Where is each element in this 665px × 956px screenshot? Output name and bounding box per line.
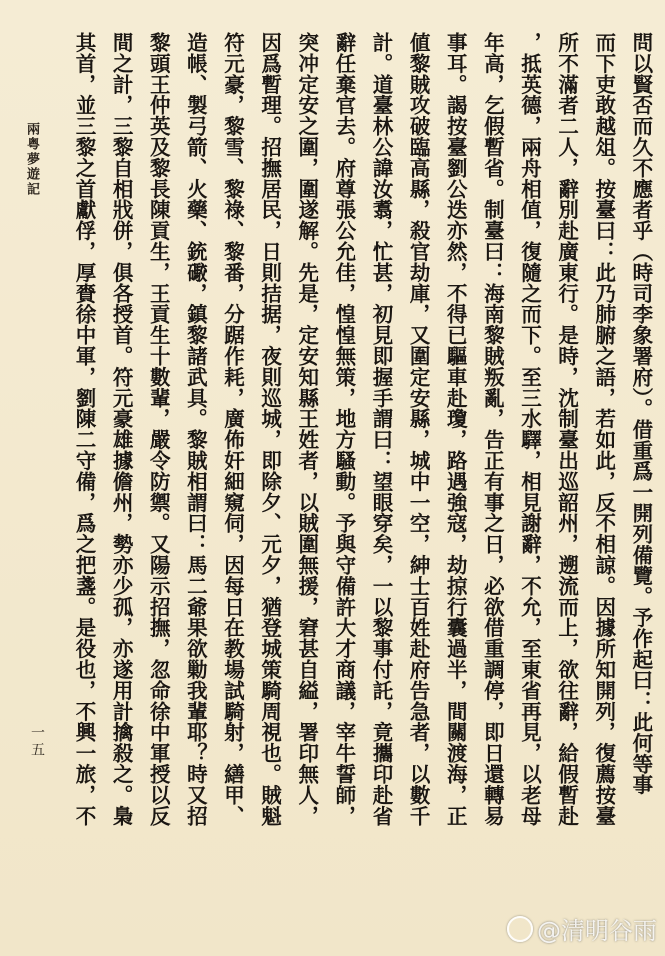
text-column: 事耳。謁按臺劉公迭亦然，不得已驅車赴瓊，路遇強寇，劫掠行囊過半，間關渡海，正 bbox=[443, 32, 468, 827]
text-column: ，抵英德，兩舟相值，復隨之而下。至三水驛，相見謝辭，不允，至東省再見，以老母 bbox=[517, 32, 542, 827]
text-column: 因爲暫理。招撫居民，日則拮据，夜則巡城，即除夕、元夕，猶登城策騎周視也。賊魁 bbox=[257, 32, 282, 827]
text-column: 年高，乞假暫省。制臺曰：海南黎賊叛亂，告正有事之日，必欲借重調停，即日還轉易 bbox=[480, 32, 505, 827]
text-column: 黎頭王仲英及黎長陳貢生，王貢生十數輩，嚴令防禦。又陽示招撫，忽命徐中軍授以反 bbox=[146, 32, 171, 827]
text-column: 所不滿者二人，辭別赴廣東行。是時，沈制臺出巡韶州，遡流而上，欲往辭，給假暫赴 bbox=[554, 32, 579, 827]
text-column: 其首，並三黎之首獻俘，厚賚徐中軍，劉陳二守備，爲之把盞。是役也，不興一旅，不 bbox=[72, 32, 96, 827]
text-column: 辭任棄官去。府尊張公允佳，惶惶無策，地方騷動。予與守備許大才商議，宰牛誓師， bbox=[331, 32, 356, 827]
text-column: 問以賢否而久不應者乎（時司李象署府）。借重爲一開列備覽。予作起曰：此何等事 bbox=[628, 32, 653, 796]
text-column: 値黎賊攻破臨高縣，殺官劫庫，又圍定安縣，城中一空，紳士百姓赴府告急者，以數千 bbox=[406, 32, 431, 827]
text-column: 造帳、製弓箭、火藥、銃礮，鎮黎諸武具。黎賊相謂曰：馬二爺果欲勦我輩耶？時又招 bbox=[183, 32, 208, 827]
watermark-logo-icon bbox=[507, 916, 533, 942]
watermark-text: @清明谷雨 bbox=[537, 917, 657, 945]
text-column: 突冲定安之圍，圍遂解。先是，定安知縣王姓者，以賊圍無援，窘甚自縊，署印無人， bbox=[294, 32, 319, 827]
running-title: 兩粤夢遊記 bbox=[24, 122, 39, 197]
text-column: 間之計，三黎自相戕併，俱各授首。符元豪雄據儋州，勢亦少孤，亦遂用計擒殺之。梟 bbox=[109, 32, 134, 827]
text-column: 而下吏敢越俎。按臺曰：此乃肺腑之語，若如此，反不相諒。因據所知開列，復薦按臺 bbox=[591, 32, 616, 827]
page-number: 一五 bbox=[29, 725, 45, 759]
watermark bbox=[507, 911, 657, 946]
text-column: 計。道臺林公諱汝翥，忙甚，初見即握手謂曰：望眼穿矣，一以黎事付託，竟攜印赴省 bbox=[369, 32, 393, 827]
text-column: 符元豪，黎雪、黎祿、黎番，分踞作耗，廣佈奸細窺伺，因每日在教場試騎射，繕甲、 bbox=[220, 32, 245, 827]
vertical-text-block bbox=[70, 32, 655, 932]
